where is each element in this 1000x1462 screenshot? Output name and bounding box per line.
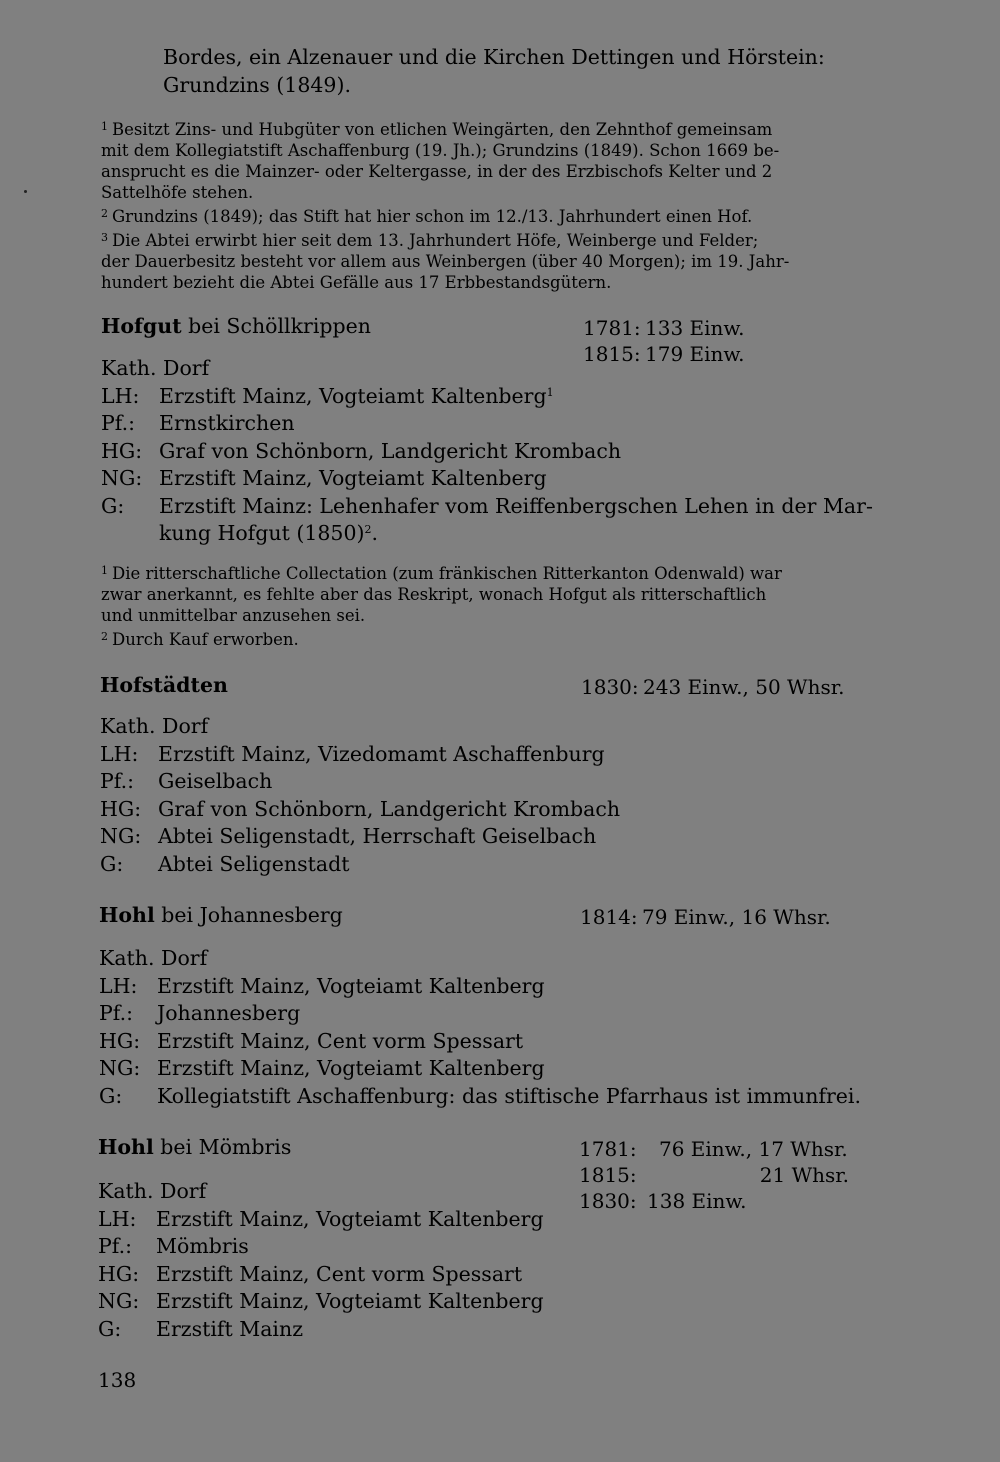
stat-year: 1781:	[583, 316, 641, 340]
footnote-number: 1	[101, 564, 108, 577]
continuation-line: Bordes, ein Alzenauer und die Kirchen Dettingen und Hörstein:	[163, 45, 825, 69]
footnote-ref: 2	[364, 523, 372, 536]
row-value: Erzstift Mainz, Vogteiamt Kaltenberg	[159, 383, 547, 408]
footnote-line: zwar anerkannt, es fehlte aber das Reskript, wonach Hofgut als ritterschaftlich	[101, 585, 767, 604]
entry-row	[100, 851, 620, 879]
entry-footnotes	[101, 560, 873, 650]
footnote	[101, 626, 873, 650]
stat-year: 1830:	[581, 675, 639, 699]
row-value: Kollegiatstift Aschaffenburg: das stiftische Pfarrhaus ist immunfrei.	[157, 1083, 862, 1108]
entry-type: Kath. Dorf	[99, 946, 208, 970]
row-key: G:	[98, 1316, 122, 1341]
footnote	[101, 203, 873, 227]
footnote	[101, 227, 873, 293]
entry-stats	[579, 1136, 849, 1214]
entry-stats	[580, 904, 831, 930]
entry-row	[100, 796, 620, 824]
footnote-number: 3	[101, 231, 108, 244]
row-key: HG:	[100, 796, 142, 821]
footnote	[101, 116, 873, 203]
stat-value: 21 Whsr.	[759, 1163, 849, 1187]
footnote-line: und unmittelbar anzusehen sei.	[101, 606, 366, 625]
footnote	[101, 560, 873, 626]
row-key: NG:	[101, 466, 143, 490]
entry-suffix: bei Johannesberg	[154, 903, 343, 927]
stat-value: 243 Einw., 50 Whsr.	[643, 675, 845, 699]
entry-row	[99, 1028, 861, 1056]
stat-row	[580, 904, 831, 930]
entry-title	[98, 1135, 291, 1159]
entry-row	[101, 465, 873, 493]
row-key: LH:	[98, 1206, 137, 1231]
entry-row	[98, 1261, 544, 1289]
stat-year: 1814:	[580, 905, 638, 929]
row-value: Erzstift Mainz, Vogteiamt Kaltenberg	[159, 466, 547, 490]
footnote-line: ansprucht es die Mainzer- oder Keltergasse, in der des Erzbischofs Kelter und 2	[101, 162, 773, 181]
stat-year: 1815:	[583, 342, 641, 366]
row-value: Erzstift Mainz, Cent vorm Spessart	[157, 1028, 524, 1053]
stat-year: 1781:	[579, 1137, 637, 1161]
footnote-line: der Dauerbesitz besteht vor allem aus Weinbergen (über 40 Morgen); im 19. Jahr-	[101, 252, 790, 271]
scan-speck	[24, 190, 27, 193]
row-key: G:	[99, 1083, 123, 1108]
row-key: G:	[100, 851, 124, 876]
row-value: Johannesberg	[157, 1001, 301, 1025]
footnote-number: 2	[101, 630, 108, 643]
stat-row	[579, 1136, 849, 1162]
footnote-line: Die ritterschaftliche Collectation (zum fränkischen Ritterkanton Odenwald) war	[112, 564, 782, 583]
row-key: NG:	[100, 824, 142, 848]
entry-type: Kath. Dorf	[100, 714, 209, 738]
entry-suffix: bei Schöllkrippen	[181, 314, 371, 338]
entry-row	[98, 1316, 544, 1344]
top-footnotes	[101, 116, 873, 293]
row-key: LH:	[100, 741, 139, 766]
row-value: Erzstift Mainz, Cent vorm Spessart	[156, 1261, 523, 1286]
row-key: LH:	[101, 383, 140, 408]
continuation-text	[163, 43, 825, 99]
row-value: Ernstkirchen	[159, 411, 295, 435]
row-key: Pf.:	[101, 411, 136, 435]
entry-suffix: bei Mömbris	[153, 1135, 292, 1159]
footnote-line: Besitzt Zins- und Hubgüter von etlichen Weingärten, den Zehnthof gemeinsam	[112, 120, 773, 139]
entry-row	[99, 1000, 861, 1028]
entry-name: Hofstädten	[100, 673, 228, 697]
entry-row	[100, 768, 620, 796]
row-key: NG:	[99, 1056, 141, 1080]
entry-row	[101, 438, 873, 466]
page-number: 138	[98, 1368, 137, 1392]
row-key: NG:	[98, 1289, 140, 1313]
entry-row	[99, 973, 861, 1001]
entry-name: Hofgut	[101, 314, 182, 338]
entry-type: Kath. Dorf	[101, 356, 210, 380]
entry-row	[98, 1233, 544, 1261]
entry-row	[98, 1206, 544, 1234]
stat-row	[579, 1188, 849, 1214]
row-key: Pf.:	[99, 1001, 134, 1025]
row-key: Pf.:	[98, 1234, 133, 1258]
footnote-number: 2	[101, 207, 108, 220]
entry-row	[100, 823, 620, 851]
entry-row	[101, 410, 873, 438]
entry-body	[98, 1178, 544, 1343]
entry-body	[100, 713, 620, 878]
stat-year: 1830:	[579, 1189, 637, 1213]
footnote-number: 1	[101, 120, 108, 133]
row-value: Erzstift Mainz, Vogteiamt Kaltenberg	[156, 1289, 544, 1313]
stat-row	[583, 315, 745, 341]
entry-body	[99, 945, 861, 1110]
row-value: Erzstift Mainz	[156, 1316, 303, 1341]
stat-row	[579, 1162, 849, 1188]
row-value: Graf von Schönborn, Landgericht Krombach	[159, 438, 622, 463]
row-key: HG:	[99, 1028, 141, 1053]
entry-title	[100, 673, 228, 697]
footnote-line: Die Abtei erwirbt hier seit dem 13. Jahrhundert Höfe, Weinberge und Felder;	[112, 231, 759, 250]
stat-value: 138 Einw.	[647, 1189, 747, 1213]
row-value: Graf von Schönborn, Landgericht Krombach	[158, 796, 621, 821]
entry-stats	[581, 674, 844, 700]
row-key: LH:	[99, 973, 138, 998]
entry-name: Hohl	[99, 903, 155, 927]
row-value: Mömbris	[156, 1234, 249, 1258]
row-value: Geiselbach	[158, 769, 273, 793]
footnote-line: Sattelhöfe stehen.	[101, 183, 254, 202]
stat-value: 76 Einw., 17 Whsr.	[659, 1137, 848, 1161]
entry-row	[101, 383, 873, 411]
row-value: Abtei Seligenstadt	[158, 851, 350, 876]
entry-row	[100, 741, 620, 769]
footnote-line: mit dem Kollegiatstift Aschaffenburg (19. Jh.); Grundzins (1849). Schon 1669 be-	[101, 141, 780, 160]
entry-name: Hohl	[98, 1135, 154, 1159]
entry-row	[99, 1083, 861, 1111]
entry-row	[101, 493, 873, 548]
row-value: Erzstift Mainz, Vogteiamt Kaltenberg	[156, 1206, 544, 1231]
entry-body	[101, 355, 873, 548]
footnote-ref: 1	[546, 385, 554, 399]
row-value-cont: kung Hofgut (1850)	[159, 521, 365, 545]
row-value: Abtei Seligenstadt, Herrschaft Geiselbach	[158, 824, 597, 848]
continuation-line: Grundzins (1849).	[163, 73, 351, 97]
footnote-line: hundert bezieht die Abtei Gefälle aus 17 Erbbestandsgütern.	[101, 273, 612, 292]
row-value-tail: .	[371, 521, 379, 545]
row-key: HG:	[101, 438, 143, 463]
row-value: Erzstift Mainz, Vizedomamt Aschaffenburg	[158, 741, 605, 766]
stat-row	[581, 674, 844, 700]
row-key: Pf.:	[100, 769, 135, 793]
stat-value: 179 Einw.	[645, 342, 745, 366]
row-key: HG:	[98, 1261, 140, 1286]
stat-value: 79 Einw., 16 Whsr.	[642, 905, 831, 929]
stat-year: 1815:	[579, 1163, 637, 1187]
entry-title	[99, 903, 343, 927]
entry-type: Kath. Dorf	[98, 1179, 207, 1203]
entry-row	[99, 1055, 861, 1083]
row-value: Erzstift Mainz, Vogteiamt Kaltenberg	[157, 973, 545, 998]
stat-value: 133 Einw.	[645, 316, 745, 340]
row-key: G:	[101, 493, 125, 518]
entry-title	[101, 314, 371, 338]
footnote-line: Grundzins (1849); das Stift hat hier schon im 12./13. Jahrhundert einen Hof.	[112, 207, 753, 226]
row-value: Erzstift Mainz, Vogteiamt Kaltenberg	[157, 1056, 545, 1080]
footnote-line: Durch Kauf erworben.	[112, 630, 299, 649]
entry-row	[98, 1288, 544, 1316]
row-value: Erzstift Mainz: Lehenhafer vom Reiffenbergschen Lehen in der Mar-	[159, 493, 873, 518]
